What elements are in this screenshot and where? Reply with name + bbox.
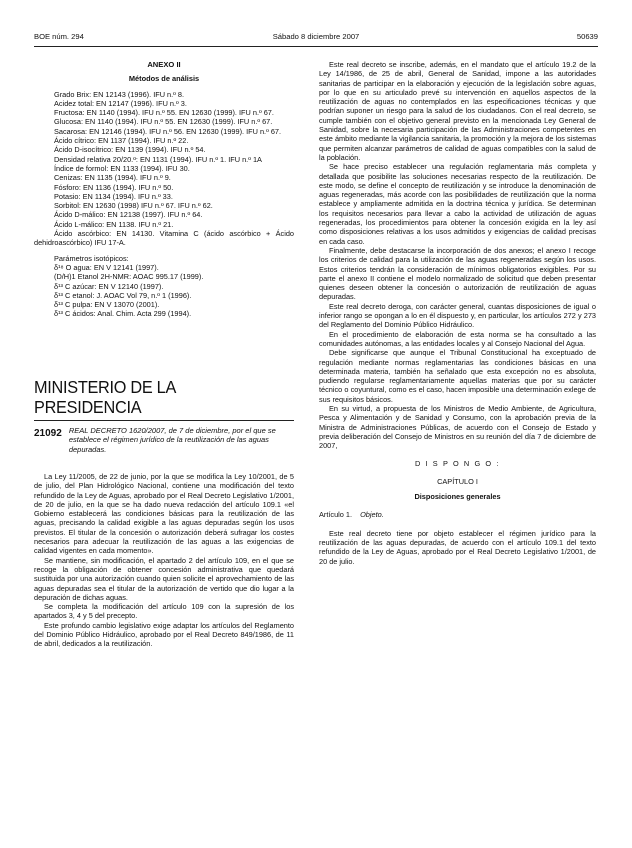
- article-heading: [319, 510, 596, 519]
- method-item: Ácido L-málico: EN 1138. IFU n.º 21.: [54, 219, 174, 229]
- ministry-heading: MINISTERIO DE LA PRESIDENCIA: [34, 376, 176, 417]
- article-label: Artículo 1.: [319, 510, 353, 520]
- annex-title: ANEXO II: [147, 60, 181, 69]
- decree-title: REAL DECRETO 1620/2007, de 7 de diciembre, por el que se establece el régimen jurídico de la reutilización de las aguas depuradas.: [68, 425, 276, 454]
- method-item: Ácido D-isocítrico: EN 1139 (1994). IFU n.º 54.: [54, 145, 206, 155]
- method-item: Acidez total: EN 12147 (1996). IFU n.º 3.: [54, 98, 187, 108]
- method-item: Ácido ascórbico: EN 14130. Vitamina C (ácido ascórbico + Ácido dehidroascórbico) IFU 17-A.: [34, 229, 294, 248]
- body-paragraph: Debe significarse que aunque el Tribunal Constitucional ha exceptuado de regulación mediante normas reglamentarias las condiciones básicas en una determinada materia, también ha señalado que esta excepción no es absoluta, pudiendo regularse reglamentariamente aquellas materias que por su carácter técnico o coyuntural, como es el caso, hacen imposible una determinación exlege de sus requisitos básicos.: [319, 348, 596, 404]
- decree-number: 21092: [34, 427, 62, 439]
- page-header: [34, 32, 598, 47]
- publication-date: Sábado 8 diciembre 2007: [272, 32, 360, 41]
- body-paragraph: La Ley 11/2005, de 22 de junio, por la que se modifica la Ley 10/2001, de 5 de julio, del Plan Hidrológico Nacional, contiene una modificación del texto refundido de la Ley de Aguas, aprobado por el Real Decreto Legislativo 1/2001, de 20 de julio, en la que se ha dado nueva redacción del artículo 109.1 «el Gobierno establecerá las condiciones básicas para la reutilización de las aguas, precisando la calidad exigible a las aguas depuradas según los usos previstos. El titular de la concesión o autorización deberá sufragar los costes necesarios para adecuar la reutilización de las aguas a las exigencias de calidad vigentes en cada momento».: [34, 471, 294, 556]
- method-item: Ácido D-málico: EN 12138 (1997). IFU n.º 64.: [54, 210, 203, 220]
- body-paragraph: Se completa la modificación del artículo 109 con la supresión de los apartados 3, 4 y 5 del precepto.: [34, 602, 294, 621]
- method-item: Fructosa: EN 1140 (1994). IFU n.º 55. EN 12630 (1999). IFU n.º 67.: [54, 108, 274, 118]
- article-text: Este real decreto tiene por objeto establecer el régimen jurídico para la reutilización de las aguas depuradas, de acuerdo con el artículo 109.1 del texto refundido de la Ley de Aguas, aprobado por el Real Decreto Legislativo 1/2001, de 20 de julio.: [319, 528, 596, 566]
- method-item: Ácido cítrico: EN 1137 (1994). IFU n.º 22.: [54, 136, 189, 146]
- annex-subtitle: Métodos de análisis: [128, 74, 200, 84]
- method-item: Sorbitol: EN 12630 (1998) IFU n.º 67. IFU n.º 62.: [54, 201, 213, 211]
- isotope-item: (D/H)1 Etanol 2H-NMR: AOAC 995.17 (1999).: [54, 272, 204, 282]
- page-number: 50639: [576, 32, 598, 41]
- body-paragraph: Se hace preciso establecer una regulación reglamentaria más completa y detallada que posibilite las soluciones necesarias respecto de la reutilización. De este modo, se define el concepto de reutilización y se introduce la denominación de aguas regeneradas, más acorde con las posibilidades de reutilización que la norma establece y ampliamente admitida en la doctrina técnica y jurídica. Se determinan los requisitos necesarios para llevar a cabo la actividad de utilización de aguas regeneradas, los procedimientos para obtener la concesión exigida en la ley así como disposiciones relativas a los usos admitidos y exigencias de calidad precisas en cada caso.: [319, 162, 596, 246]
- right-column: [319, 60, 596, 566]
- body-paragraph: Este real decreto deroga, con carácter general, cuantas disposiciones de igual o inferior rango se opongan a lo en él dispuesto y, en particular, los artículos 272 y 273 del Reglamento del Dominio Público Hidráulico.: [319, 301, 596, 330]
- method-item: Fósforo: EN 1136 (1994). IFU n.º 50.: [54, 182, 174, 192]
- decree-header: [34, 426, 294, 454]
- chapter-title: Disposiciones generales: [414, 492, 501, 502]
- isotope-item: δ¹³ C ácidos: Anal. Chim. Acta 299 (1994).: [54, 309, 192, 319]
- method-item: Densidad relativa 20/20.º: EN 1131 (1994). IFU n.º 1. IFU n.º 1A: [54, 154, 262, 164]
- method-item: Glucosa: EN 1140 (1994). IFU n.º 55. EN 12630 (1999). IFU n.º 67.: [54, 117, 273, 127]
- method-item: Índice de formol: EN 1133 (1994). IFU 30.: [54, 163, 190, 173]
- body-paragraph: Finalmente, debe destacarse la incorporación de dos anexos; el anexo I recoge los criterios de calidad para la utilización de las aguas regeneradas según los usos. Estos criterios tendrán la consideración de mínimos obligatorios exigibles. Por su parte el anexo II contiene el modelo normalizado de solicitud que deben presentar quienes deseen obtener la concesión o autorización de reutilización de aguas depuradas.: [319, 245, 596, 302]
- isotope-heading: Parámetros isotópicos:: [54, 253, 129, 263]
- method-item: Cenizas: EN 1135 (1994). IFU n.º 9.: [54, 173, 171, 183]
- body-paragraph: Se mantiene, sin modificación, el apartado 2 del artículo 109, en el que se recoge la obligación de obtener concesión administrativa que quedará sustituida por una autorización cuando quien solicite el aprovechamiento de las aguas depuradas sea el titular de la autorización de vertido que dio lugar a la depuración de dichas aguas.: [34, 555, 294, 602]
- dispongo-label: D I S P O N G O :: [414, 459, 500, 469]
- body-paragraph: En el procedimiento de elaboración de esta norma se ha consultado a las comunidades autónomas, a las entidades locales y al Consejo Nacional del Agua.: [319, 329, 596, 348]
- body-paragraph: Este profundo cambio legislativo exige adaptar los artículos del Reglamento del Dominio Público Hidráulico, aprobado por el Real Decreto 849/1986, de 11 de abril, dedicados a la reutilización.: [34, 620, 294, 649]
- methods-list: [34, 90, 294, 248]
- article-title: Objeto.: [360, 510, 384, 520]
- isotope-item: δ¹³ C azúcar: EN V 12140 (1997).: [54, 281, 164, 291]
- body-paragraph: En su virtud, a propuesta de los Ministros de Medio Ambiente, de Agricultura, Pesca y Alimentación y de Sanidad y Consumo, con la aprobación previa de la Ministra de Administraciones Públicas, de acuerdo con el Consejo de Estado y previa deliberación del Consejo de Ministros en su reunión del día 7 de diciembre de 2007,: [319, 403, 596, 451]
- isotope-item: δ¹⁸ O agua: EN V 12141 (1997).: [54, 262, 159, 272]
- ministry-divider: [34, 420, 294, 421]
- chapter-label: CAPÍTULO I: [437, 476, 478, 486]
- body-paragraph: Este real decreto se inscribe, además, en el mandato que el artículo 19.2 de la Ley 14/1986, de 25 de abril, General de Sanidad, impone a las autoridades sanitarias de participar en la elaboración y ejecución de la legislación sobre aguas, por lo que en su articulado prevé su intervención en aquellos aspectos de la reutilización de aguas no contemplados en las especificaciones técnicas y que podrían suponer un riesgo para la salud de los ciudadanos. Con el real decreto, se cumple también con el objetivo general previsto en la mencionada Ley General de Sanidad, sobre la necesaria participación de las Administraciones competentes en este ámbito mediante la vigilancia sanitaria, la promoción y la mejora de los sistemas que permiten alcanzar parámetros de calidad de aguas compatibles con la salud de la población.: [319, 60, 596, 162]
- isotope-list: [34, 263, 294, 319]
- isotope-item: δ¹³ C pulpa: EN V 13070 (2001).: [54, 300, 160, 310]
- left-column: [34, 60, 294, 649]
- gazette-issue: BOE núm. 294: [34, 32, 84, 41]
- method-item: Potasio: EN 1134 (1994). IFU n.º 33.: [54, 191, 173, 201]
- isotope-item: δ¹³ C etanol: J. AOAC Vol 79, n.º 1 (1996).: [54, 290, 192, 300]
- method-item: Sacarosa: EN 12146 (1994). IFU n.º 56. EN 12630 (1999). IFU n.º 67.: [54, 126, 282, 136]
- method-item: Grado Brix: EN 12143 (1996). IFU n.º 8.: [54, 89, 185, 99]
